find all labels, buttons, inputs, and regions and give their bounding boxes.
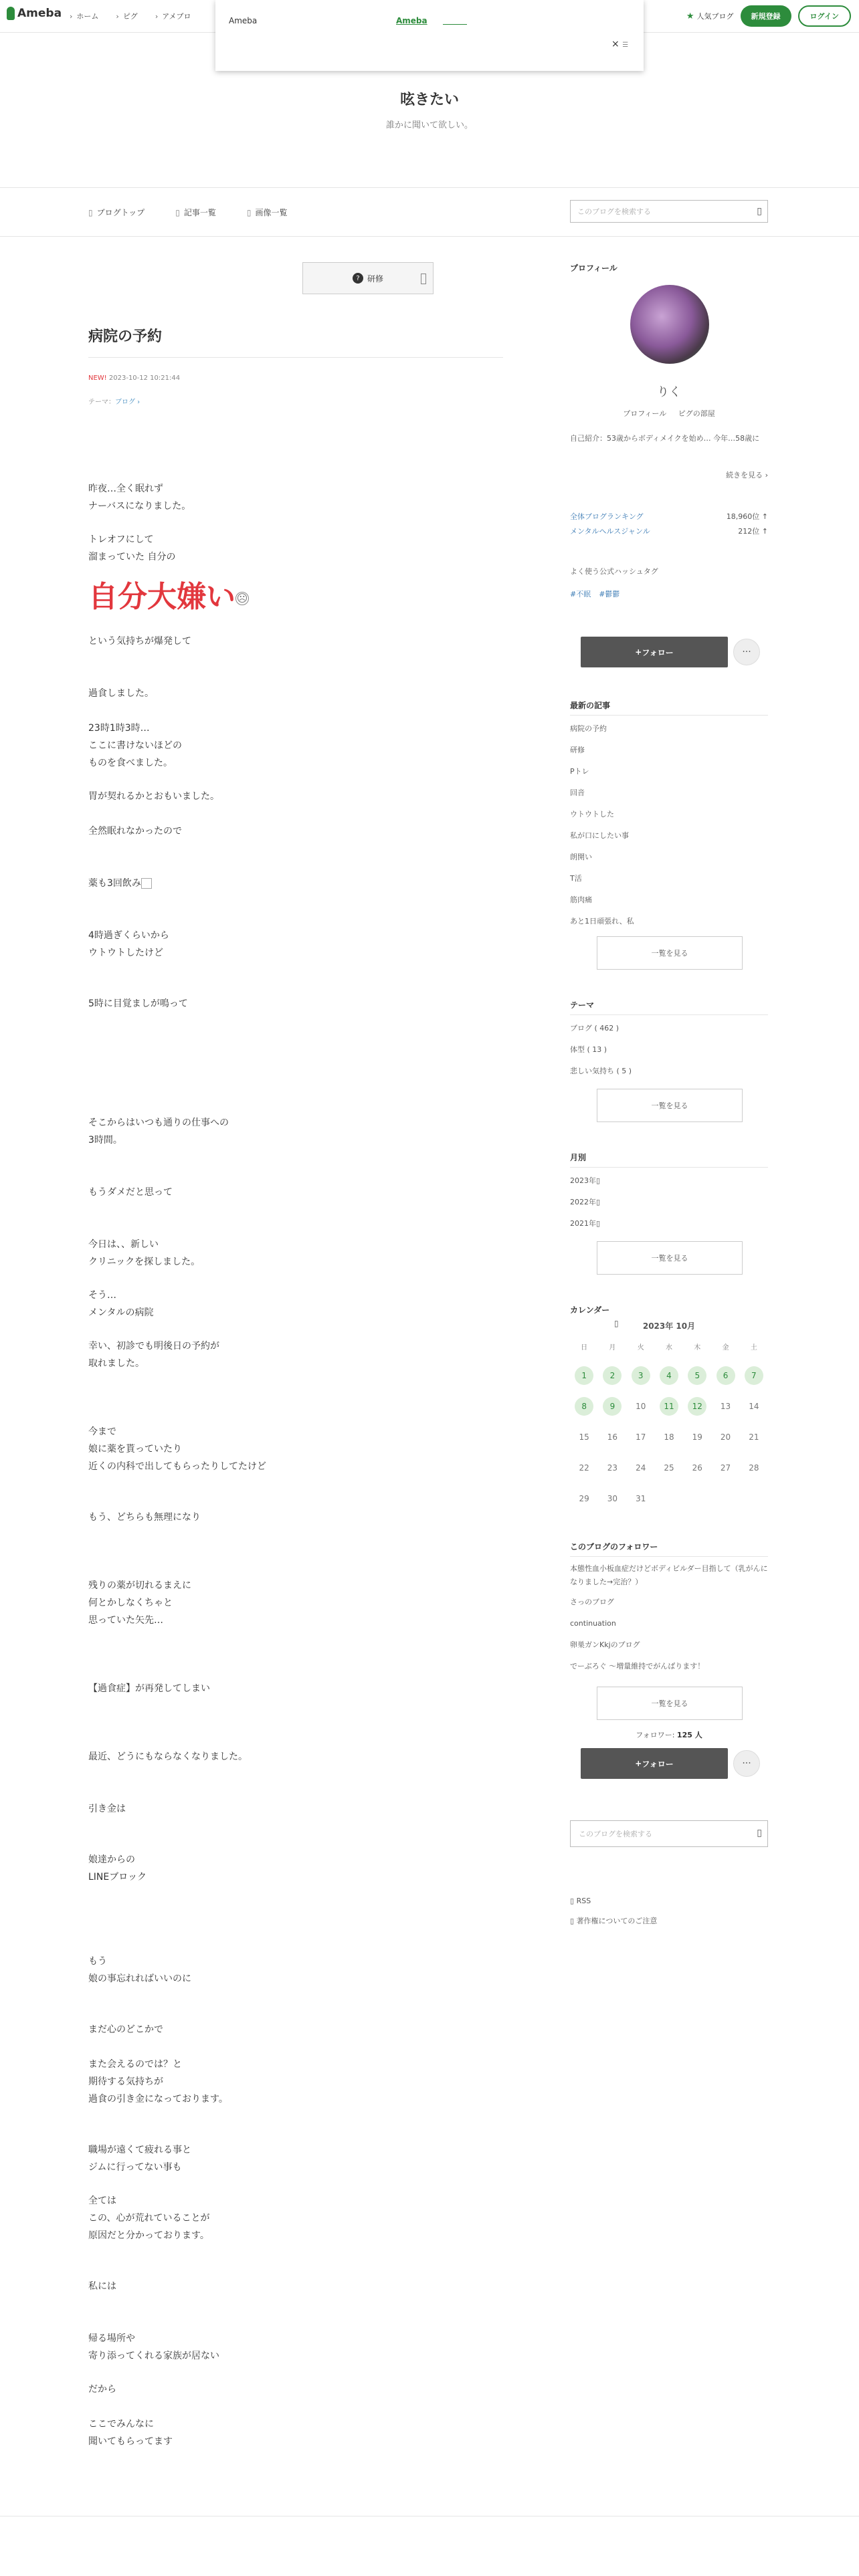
blog-title[interactable]: 呟きたい	[399, 92, 459, 108]
rss-link[interactable]	[570, 1897, 591, 1905]
login-button[interactable]: ログイン	[798, 5, 851, 27]
ranking-genre-number: 212位	[738, 527, 760, 536]
calendar-day: 20	[720, 1432, 731, 1442]
follow-label: フォロー	[642, 647, 674, 657]
profile-links	[570, 408, 768, 419]
article-paragraph: 全ては この、心が荒れていることが 原因だと分かっております。	[88, 2195, 210, 2241]
theme-prefix: テーマ：	[88, 399, 115, 406]
month-item[interactable]	[570, 1192, 768, 1213]
nav-blog-top[interactable]	[88, 207, 145, 218]
search-icon[interactable]: ▯	[757, 1828, 762, 1838]
blog-nav-bar	[0, 187, 859, 237]
weekday-header: 土	[750, 1344, 757, 1352]
calendar-grid	[570, 1341, 768, 1508]
register-button[interactable]: 新規登録	[741, 5, 791, 27]
calendar-day: 19	[692, 1432, 702, 1442]
bookmark-icon	[421, 274, 426, 284]
ameba-logo[interactable]	[7, 7, 62, 20]
weekday-header: 日	[581, 1344, 588, 1352]
pig-room-link[interactable]: ピグの部屋	[678, 409, 715, 418]
article-paragraph: 今まで 娘に薬を貰っていたり 近くの内科で出してもらったりしてたけど	[88, 1426, 266, 1472]
search-placeholder: このブログを検索する	[579, 1830, 652, 1838]
title-divider	[88, 357, 503, 358]
calendar-day: 21	[749, 1432, 759, 1442]
calendar-day-posted[interactable]: 11	[655, 1397, 683, 1416]
calendar-day: 25	[664, 1463, 674, 1473]
broken-image-icon	[141, 878, 152, 889]
article-paragraph: そこからはいつも通りの仕事への 3時間。	[88, 1117, 229, 1146]
calendar-day-posted[interactable]: 6	[711, 1366, 739, 1385]
calendar-month: 2023年 10月	[642, 1321, 696, 1331]
search-placeholder: このブログを検索する	[577, 207, 651, 216]
calendar-prev-button[interactable]: ▯	[614, 1319, 619, 1328]
chevron-right-icon: ›	[765, 471, 768, 479]
theme-see-all-button[interactable]: 一覧を見る	[597, 1089, 743, 1122]
chevron-right-icon: ›	[135, 399, 140, 406]
calendar-day: 13	[720, 1402, 731, 1411]
calendar-day-posted[interactable]: 3	[627, 1366, 655, 1385]
article-paragraph: 4時過ぎくらいから ウトウトしたけど	[88, 930, 169, 958]
close-icon: ×	[611, 39, 619, 49]
dropdown-underline	[443, 24, 467, 25]
ameba-logo-icon	[7, 7, 15, 20]
monthly-list	[570, 1170, 768, 1235]
popular-blog-link[interactable]	[686, 11, 734, 21]
monthly-see-all-button[interactable]: 一覧を見る	[597, 1241, 743, 1275]
image-icon: ▯	[246, 208, 252, 217]
article-paragraph: もう 娘の事忘れればいいのに	[88, 1956, 191, 1984]
nav-pig[interactable]: › ピグ	[116, 11, 137, 21]
article-paragraph: 胃が契れるかとおもいました。	[88, 791, 219, 802]
theme-button[interactable]	[302, 262, 434, 294]
article-paragraph: 残りの薬が切れるまえに 何とかしなくちゃと 思っていた矢先…	[88, 1580, 191, 1626]
calendar-day: 16	[607, 1432, 618, 1442]
hashtag-list	[570, 588, 619, 599]
plus-icon: +	[635, 647, 642, 657]
article-date	[88, 374, 180, 382]
follow-button[interactable]	[581, 1748, 728, 1779]
article-paragraph: もうダメだと思って	[88, 1187, 173, 1198]
calendar-day: 18	[664, 1432, 674, 1442]
follow-label: フォロー	[642, 1759, 674, 1769]
home-icon: ▯	[88, 208, 93, 217]
ranking-total[interactable]	[570, 511, 768, 522]
article-paragraph: まだ心のどこかで	[88, 2024, 163, 2035]
profile-link[interactable]: プロフィール	[623, 409, 667, 418]
nav-article-list-label: 記事一覧	[183, 208, 216, 217]
header-actions	[686, 5, 851, 27]
calendar-day: 22	[579, 1463, 589, 1473]
blog-nav	[88, 207, 288, 218]
recent-item[interactable]: 研修	[570, 746, 585, 754]
list-icon: ▯	[175, 208, 180, 217]
calendar-day: 30	[607, 1494, 618, 1503]
calendar-day: 15	[579, 1432, 589, 1442]
ameba-dropdown-panel	[215, 0, 644, 71]
follower-count	[570, 1729, 768, 1740]
article-paragraph: 23時1時3時… ここに書けないほどの ものを食べました。	[88, 723, 182, 768]
crying-face-icon: ☹	[236, 592, 248, 605]
avatar[interactable]	[630, 285, 709, 364]
article-paragraph: 私には	[88, 2281, 116, 2292]
calendar-day-posted[interactable]: 4	[655, 1366, 683, 1385]
calendar-day-posted[interactable]: 8	[570, 1397, 598, 1416]
calendar-day-posted[interactable]: 12	[683, 1397, 711, 1416]
weekday-header: 月	[609, 1344, 616, 1352]
article-paragraph: 職場が遠くて疲れる事と ジムに行ってない事も	[88, 2145, 191, 2173]
hashtag-heading: よく使う公式ハッシュタグ	[570, 567, 658, 576]
month-label: 2022年	[570, 1198, 596, 1206]
article-paragraph: 娘達からの LINEブロック	[88, 1854, 147, 1883]
recent-item[interactable]: 私が口にしたい事	[570, 831, 629, 840]
nav-article-list[interactable]	[175, 207, 216, 218]
question-icon: ?	[353, 273, 363, 284]
profile-more-link[interactable]	[570, 469, 768, 480]
weekday-header: 火	[637, 1344, 644, 1352]
calendar-day: 28	[749, 1463, 759, 1473]
recent-item[interactable]: あと1日頑張れ、私	[570, 917, 634, 926]
blog-search-input[interactable]	[570, 200, 768, 223]
hashtag-link[interactable]: #不眠	[570, 590, 591, 599]
follower-heading: このブログのフォロワー	[570, 1541, 768, 1557]
follower-item[interactable]: 本態性血小板血症だけどボディビルダー目指して（乳がんになりました→完治？）	[570, 1564, 768, 1586]
calendar-day: 10	[636, 1402, 646, 1411]
popular-blog-label: 人気ブログ	[696, 12, 734, 21]
article-paragraph: また会えるのでは？と 期待する気持ちが 過食の引き金になっております。	[88, 2059, 228, 2105]
menu-icon: ☰	[622, 41, 629, 49]
recent-item[interactable]: 回音	[570, 788, 585, 797]
more-options-button[interactable]: ···	[733, 639, 760, 665]
follower-item[interactable]: でーぶろぐ 〜増量維持でがんばります！	[570, 1662, 705, 1671]
calendar-day: 31	[636, 1494, 646, 1503]
ranking-total-value	[727, 511, 768, 522]
article-paragraph: 帰る場所や 寄り添ってくれる家族が居ない	[88, 2333, 219, 2361]
calendar-day: 26	[692, 1463, 702, 1473]
profile-name[interactable]: りく	[657, 385, 681, 399]
weekday-header: 木	[694, 1344, 701, 1352]
follower-count-label: フォロワー:	[636, 1731, 675, 1739]
calendar-day-posted[interactable]: 1	[570, 1366, 598, 1385]
article-paragraph: 過食しました。	[88, 688, 154, 699]
month-label: 2023年	[570, 1176, 596, 1185]
rss-label: RSS	[576, 1897, 591, 1905]
recent-see-all-button[interactable]: 一覧を見る	[597, 936, 743, 970]
calendar-day-posted[interactable]: 7	[740, 1366, 768, 1385]
calendar-day: 14	[749, 1402, 759, 1411]
nav-blog-top-label: ブログトップ	[96, 208, 145, 217]
article-paragraph: 今日は、、新しい クリニックを探しました。	[88, 1239, 201, 1267]
crown-icon: ★	[686, 11, 694, 21]
calendar-day-posted[interactable]: 5	[683, 1366, 711, 1385]
recent-item[interactable]: ウトウトした	[570, 810, 614, 819]
article-paragraph: もう、どちらも無理になり	[88, 1512, 201, 1523]
ranking-total-number: 18,960位	[726, 512, 760, 521]
dropdown-title: Ameba	[229, 16, 258, 25]
theme-list	[570, 1018, 768, 1082]
ranking-total-label: 全体ブログランキング	[570, 512, 644, 521]
follower-list	[570, 1560, 768, 1677]
follower-count-value: 125 人	[676, 1731, 702, 1739]
month-item[interactable]	[570, 1213, 768, 1235]
recent-item[interactable]: 病院の予約	[570, 724, 607, 733]
copyright-label: 著作権についてのご注意	[576, 1917, 658, 1925]
ranking-genre-label: メンタルヘルスジャンル	[570, 527, 650, 536]
arrow-up-icon: ↑	[761, 512, 768, 521]
article-paragraph: だから	[88, 2384, 116, 2395]
article-paragraph: 引き金は	[88, 1804, 126, 1814]
calendar-day: 17	[636, 1432, 646, 1442]
article-paragraph: 【過食症】が再発してしまい	[88, 1683, 210, 1694]
follower-item[interactable]: 卵巣ガンKkjのブログ	[570, 1640, 640, 1649]
recent-item[interactable]: Pトレ	[570, 767, 589, 776]
calendar-day: 24	[636, 1463, 646, 1473]
article-datetime: 2023-10-12 10:21:44	[108, 374, 181, 382]
article-paragraph: ここでみんなに 聞いてもらってます	[88, 2419, 173, 2447]
new-badge: NEW!	[88, 374, 107, 382]
article-title[interactable]: 病院の予約	[88, 328, 163, 345]
article-emphasis	[88, 572, 249, 615]
article-paragraph	[88, 875, 152, 892]
theme-item[interactable]: ブログ ( 462 )	[570, 1024, 619, 1033]
nav-image-list-label: 画像一覧	[255, 208, 288, 217]
calendar-day: 27	[720, 1463, 731, 1473]
calendar-day: 29	[579, 1494, 589, 1503]
article-paragraph: 昨夜…全く眠れず ナーバスになりました。	[88, 484, 191, 512]
expand-icon: ▯	[596, 1219, 601, 1228]
blog-subtitle: 誰かに聞いて欲しい。	[385, 120, 473, 130]
recent-item[interactable]: 朗開い	[570, 853, 592, 861]
arrow-up-icon: ↑	[761, 527, 768, 536]
nav-home[interactable]: › ホーム	[70, 11, 98, 21]
follower-item[interactable]: continuation	[570, 1619, 616, 1628]
recent-item[interactable]: 筋肉痛	[570, 895, 592, 904]
expand-icon: ▯	[596, 1176, 601, 1185]
month-item[interactable]	[570, 1170, 768, 1192]
article-paragraph: 5時に目覚ましが鳴って	[88, 998, 188, 1009]
global-nav	[70, 11, 191, 21]
article-paragraph: 最近、どうにもならなくなりました。	[88, 1751, 248, 1762]
article-paragraph-text: 薬も3回飲み	[88, 878, 141, 889]
expand-icon: ▯	[596, 1198, 601, 1206]
recent-heading: 最新の記事	[570, 700, 768, 716]
weekday-header: 金	[722, 1344, 729, 1352]
calendar-day: 23	[607, 1463, 618, 1473]
search-icon[interactable]: ▯	[757, 206, 762, 217]
calendar-day-posted[interactable]: 2	[598, 1366, 626, 1385]
theme-item[interactable]: 悲しい気持ち ( 5 )	[570, 1067, 632, 1075]
profile-intro: 自己紹介：53歳からボディメイクを始め… 今年…58歳に	[570, 434, 760, 443]
calendar-day-posted[interactable]: 9	[598, 1397, 626, 1416]
sidebar-search-input[interactable]	[570, 1820, 768, 1847]
big-red-text: 自分大嫌い	[88, 580, 235, 614]
copyright-link[interactable]	[570, 1915, 657, 1926]
hashtag-link[interactable]: #鬱鬱	[599, 590, 620, 599]
logo-text: Ameba	[17, 7, 62, 20]
article-paragraph: という気持ちが爆発して	[88, 636, 191, 647]
theme-item[interactable]: 体型 ( 13 )	[570, 1045, 607, 1054]
rss-icon: ▯	[570, 1897, 575, 1905]
more-options-button[interactable]: ···	[733, 1750, 760, 1777]
article-paragraph: 幸い、初診でも明後日の予約が 取れました。	[88, 1341, 219, 1369]
recent-list	[570, 718, 768, 932]
weekday-header: 水	[665, 1344, 672, 1352]
plus-icon: +	[635, 1759, 642, 1768]
profile-more-label: 続きを見る	[726, 471, 763, 479]
nav-ameblo[interactable]: › アメブロ	[155, 11, 191, 21]
article-paragraph: そう… メンタルの病院	[88, 1290, 154, 1318]
recent-item[interactable]: T活	[570, 874, 582, 883]
theme-heading: テーマ	[570, 999, 768, 1015]
follower-see-all-button[interactable]: 一覧を見る	[597, 1687, 743, 1720]
theme-button-label: 研修	[367, 274, 383, 284]
ranking-genre[interactable]	[570, 526, 768, 536]
dropdown-ameba-link[interactable]: Ameba	[396, 16, 427, 25]
monthly-heading: 月別	[570, 1152, 768, 1168]
month-label: 2021年	[570, 1219, 596, 1228]
article-theme-link[interactable]: ブログ	[115, 399, 135, 406]
calendar-heading: カレンダー	[570, 1305, 610, 1315]
profile-heading: プロフィール	[570, 263, 617, 273]
dropdown-close-button[interactable]	[611, 39, 628, 49]
nav-image-list[interactable]	[247, 207, 288, 218]
article-theme	[88, 396, 140, 406]
document-icon: ▯	[570, 1917, 575, 1925]
follower-item[interactable]: さっのブログ	[570, 1598, 614, 1606]
article-paragraph: トレオフにして 溜まっていた 自分の	[88, 534, 176, 562]
article-paragraph: 全然眠れなかったので	[88, 826, 182, 837]
ranking-genre-value	[738, 526, 768, 536]
follow-button[interactable]	[581, 637, 728, 667]
